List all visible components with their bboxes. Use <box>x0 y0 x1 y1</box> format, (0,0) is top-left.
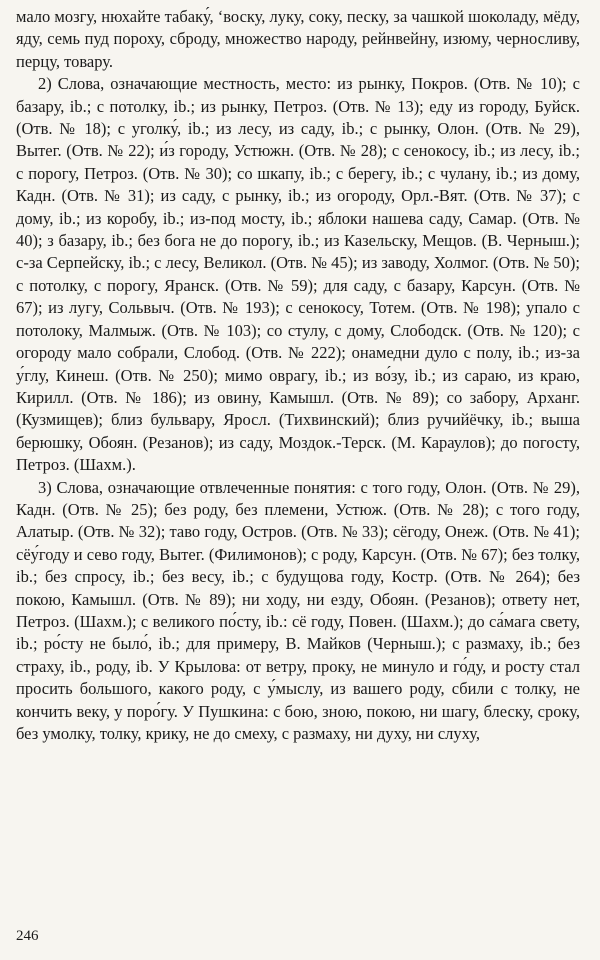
paragraph-continuation: мало мозгу, нюхайте табаку́, ‘воску, луку, соку, песку, за чашкой шоколаду, мёду, яду, семь пуд пороху, сброду, множество народу, рейнвейну, изюму, черносливу, перцу, товару. <box>16 7 580 71</box>
paragraph-abstract-concepts: 3) Слова, означающие отвлеченные понятия: с того году, Олон. (Отв. № 29), Кадн. (Отв. № 25); без роду, без племени, Устюж. (Отв. № 28); с того году, Алатыр. (Отв. № 32); таво году, Остров. (Отв. № 33); сёгоду, Онеж. (Отв. № 41); сёу́году и сево году, Вытег. (Филимонов); с роду, Карсун. (Отв. № 67); без толку, ib.; без спросу, ib.; без весу, ib.; с будущова году, Костр. (Отв. № 264); без покою, Камышл. (Отв. № 89); ни ходу, ни езду, Обоян. (Резанов); ответу нет, Петроз. (Шахм.); с великого по́сту, ib.: сё году, Повен. (Шахм.); до са́мага свету, ib.; ро́сту не было́, ib.; для примеру, В. Майков (Черныш.); с размаху, ib.; без страху, ib., роду, ib. У Крылова: от ветру, проку, не минуло и го́ду, и росту стал просить большого, какого роду, с у́мыслу, из вашего роду, сбили с толку, не кончить веку, у поро́гу. У Пушкина: с бою, зною, покою, ни шагу, блеску, сроку, без умолку, толку, крику, не до смеху, с размаху, ни духу, ни слуху, <box>16 477 580 743</box>
page-number: 246 <box>16 928 39 944</box>
paragraph-locations: 2) Слова, означающие местность, место: из рынку, Покров. (Отв. № 10); с базару, ib.; с потолку, ib.; из рынку, Петроз. (Отв. № 13); еду из городу, Буйск. (Отв. № 18); с уголку́, ib.; из лесу, из саду, ib.; с рынку, Олон. (Отв. № 29), Вытег. (Отв. № 22); и́з городу, Устюжн. (Отв. № 28); с сенокосу, ib.; из лесу, ib.; с порогу, Петроз. (Отв. № 30); со шкапу, ib.; с берегу, ib.; с чулану, ib.; из дому, Кадн. (Отв. № 31); из саду, с рынку, ib.; из огороду, Орл.-Вят. (Отв. № 37); с дому, ib.; из коробу, ib.; из-под мосту, ib.; яблоки нашева саду, Самар. (Отв. № 40); з базару, ib.; без бога не до порогу, ib.; из Казельску, Мещов. (В. Черныш.); с-за Серпейску, ib.; с лесу, Великол. (Отв. № 45); из заводу, Холмог. (Отв. № 50); с потолку, с порогу, Яранск. (Отв. № 59); для саду, с базару, Карсун. (Отв. № 67); из лугу, Сольвыч. (Отв. № 193); с сенокосу, Тотем. (Отв. № 198); упало с потолоку, Малмыж. (Отв. № 103); со стулу, с дому, Слободск. (Отв. № 120); с огороду мало собрали, Слобод. (Отв. № 222); онамедни дуло с полу, ib.; из-за у́глу, Кинеш. (Отв. № 250); мимо оврагу, ib.; из во́зу, ib.; из сараю, из краю, Кирилл. (Отв. № 186); из овину, Камышл. (Отв. № 89); со забору, Арханг. (Кузмищев); близ бульвару, Яросл. (Тихвинский); близ ручийёчку, ib.; выша берюшку, Обоян. (Резанов); из саду, Моздок.-Терск. (М. Караулов); до погосту, Петроз. (Шахм.). <box>16 74 580 475</box>
